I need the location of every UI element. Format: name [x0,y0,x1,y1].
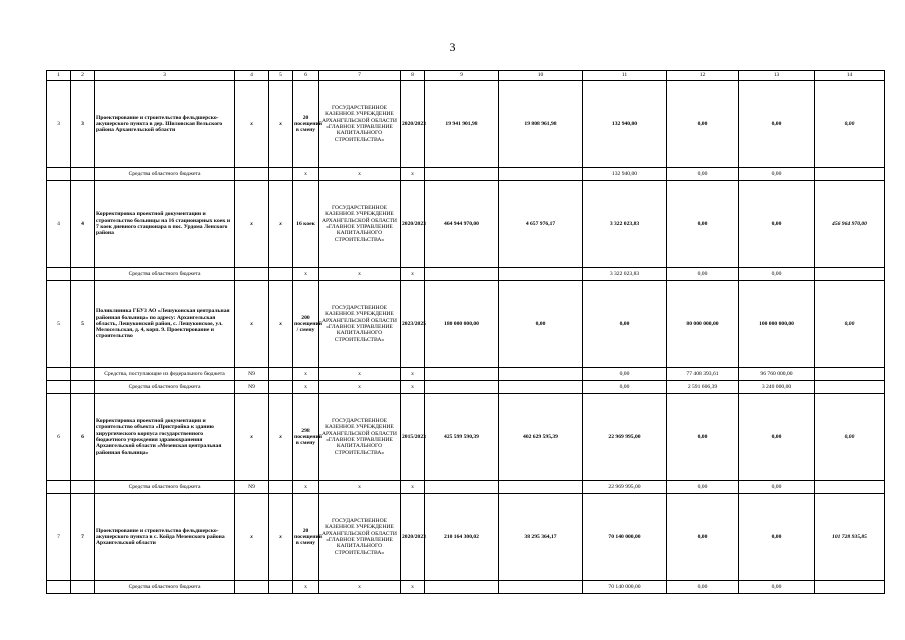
column-number: 5 [269,71,293,81]
total-cost: 19 941 901,98 [425,81,499,168]
code-cell: х [235,494,269,581]
table-row [47,181,885,268]
year-amount: 3 322 023,83 [583,181,667,268]
empty-cell [47,381,71,394]
empty-cell [71,168,95,181]
column-number: 7 [319,71,401,81]
year-amount: 80 000 000,00 [667,281,739,368]
empty-value [815,168,885,181]
empty-cell [269,368,293,381]
table-row [47,494,885,581]
remaining-amount: 0,00 [815,281,885,368]
table-row [47,281,885,368]
funding-source-row [47,268,885,281]
year-amount: 0,00 [583,281,667,368]
code-cell: х [269,281,293,368]
x-mark: х [319,368,401,381]
empty-value [425,268,499,281]
object-name: Проектирование и строительство фельдшерско-акушерского пункта в с. Койда Мезенского района Архангельской области [95,494,235,581]
budget-table [46,70,885,594]
empty-cell [499,481,583,494]
empty-value [425,168,499,181]
remaining-amount: 101 728 935,85 [815,494,885,581]
remaining-amount: 0,00 [815,81,885,168]
customer-name: ГОСУДАРСТВЕННОЕ КАЗЕННОЕ УЧРЕЖДЕНИЕ АРХАНГЕЛЬСКОЙ ОБЛАСТИ «ГЛАВНОЕ УПРАВЛЕНИЕ КАПИТАЛЬНОГО СТРОИТЕЛЬСТВА» [319,494,401,581]
period: 2020/2023 [401,181,425,268]
x-mark: х [401,168,425,181]
total-cost: 210 164 300,02 [425,494,499,581]
table-row [47,81,885,168]
year-amount: 0,00 [739,581,815,594]
year-amount: 96 760 000,00 [739,368,815,381]
customer-name: ГОСУДАРСТВЕННОЕ КАЗЕННОЕ УЧРЕЖДЕНИЕ АРХАНГЕЛЬСКОЙ ОБЛАСТИ «ГЛАВНОЕ УПРАВЛЕНИЕ КАПИТАЛЬНОГО СТРОИТЕЛЬСТВА» [319,394,401,481]
empty-cell [269,168,293,181]
x-mark: х [293,381,319,394]
object-name: Корректировка проектной документации и строительство больницы на 16 стационарных коек и 7 коек дневного стационара в пос. Урдома Ленского района [95,181,235,268]
empty-cell [499,368,583,381]
empty-cell [71,368,95,381]
x-mark: х [293,481,319,494]
spent-before: 19 808 961,98 [499,81,583,168]
code-cell: N9 [235,381,269,394]
year-amount: 0,00 [667,181,739,268]
row-number: 6 [71,394,95,481]
year-amount: 70 140 000,00 [583,494,667,581]
row-index: 4 [47,181,71,268]
year-amount: 0,00 [667,581,739,594]
empty-cell [499,268,583,281]
row-number: 7 [71,494,95,581]
empty-cell [47,268,71,281]
column-number: 6 [293,71,319,81]
capacity: 298 посещений в смену [293,394,319,481]
capacity: 16 коек [293,181,319,268]
code-cell: N9 [235,368,269,381]
empty-cell [269,381,293,394]
page-number: 3 [449,40,456,54]
spent-before: 402 629 595,39 [499,394,583,481]
period: 2023/2025 [401,281,425,368]
year-amount: 0,00 [667,168,739,181]
empty-value [815,368,885,381]
empty-cell [47,581,71,594]
year-amount: 0,00 [739,494,815,581]
code-cell: х [269,81,293,168]
row-index: 3 [47,81,71,168]
total-cost: 425 599 590,39 [425,394,499,481]
header-row [47,71,885,81]
spent-before: 0,00 [499,281,583,368]
empty-value [815,381,885,394]
x-mark: х [401,268,425,281]
year-amount: 3 322 023,83 [583,268,667,281]
empty-cell [499,381,583,394]
x-mark: х [293,368,319,381]
column-number: 12 [667,71,739,81]
x-mark: х [401,481,425,494]
empty-cell [499,168,583,181]
empty-value [815,268,885,281]
customer-name: ГОСУДАРСТВЕННОЕ КАЗЕННОЕ УЧРЕЖДЕНИЕ АРХАНГЕЛЬСКОЙ ОБЛАСТИ «ГЛАВНОЕ УПРАВЛЕНИЕ КАПИТАЛЬНОГО СТРОИТЕЛЬСТВА» [319,281,401,368]
funding-source-row [47,381,885,394]
empty-cell [499,581,583,594]
year-amount: 100 000 000,00 [739,281,815,368]
year-amount: 0,00 [667,394,739,481]
empty-value [815,481,885,494]
year-amount: 0,00 [739,394,815,481]
year-amount: 0,00 [667,494,739,581]
funding-source-row [47,368,885,381]
table-row [47,394,885,481]
code-cell: х [269,394,293,481]
row-number: 3 [71,81,95,168]
column-number: 1 [47,71,71,81]
empty-cell [269,268,293,281]
spent-before: 38 295 364,17 [499,494,583,581]
object-name: Проектирование и строительство фельдшерско-акушерского пункта в дер. Шиловская Вельского района Архангельской области [95,81,235,168]
capacity: 20 посещений в смену [293,494,319,581]
x-mark: х [319,581,401,594]
x-mark: х [401,381,425,394]
year-amount: 70 140 000,00 [583,581,667,594]
year-amount: 132 940,00 [583,81,667,168]
total-cost: 180 000 000,00 [425,281,499,368]
column-number: 11 [583,71,667,81]
empty-value [425,381,499,394]
row-index: 7 [47,494,71,581]
object-name: Корректировка проектной документации и строительство объекта «Пристройка к зданию хирургического корпуса государственного бюджетного учреждения здравоохранения Архангельской области «Мезенская центральная районная больница» [95,394,235,481]
funding-source: Средства областного бюджета [95,581,235,594]
code-cell [235,168,269,181]
total-cost: 464 944 970,00 [425,181,499,268]
x-mark: х [401,581,425,594]
funding-source: Средства областного бюджета [95,268,235,281]
year-amount: 0,00 [667,81,739,168]
empty-cell [71,268,95,281]
x-mark: х [293,168,319,181]
funding-source-row [47,168,885,181]
capacity: 200 посещений / смену [293,281,319,368]
remaining-amount: 456 964 970,00 [815,181,885,268]
row-number: 5 [71,281,95,368]
code-cell: х [269,494,293,581]
x-mark: х [319,168,401,181]
column-number: 10 [499,71,583,81]
empty-cell [47,168,71,181]
year-amount: 0,00 [667,481,739,494]
empty-value [425,481,499,494]
funding-source: Средства, поступающие из федерального бюджета [95,368,235,381]
row-index: 5 [47,281,71,368]
x-mark: х [319,268,401,281]
funding-source: Средства областного бюджета [95,168,235,181]
capacity: 20 посещений в смену [293,81,319,168]
x-mark: х [293,581,319,594]
empty-cell [71,481,95,494]
empty-cell [269,581,293,594]
code-cell: х [235,81,269,168]
code-cell [235,268,269,281]
code-cell: N9 [235,481,269,494]
customer-name: ГОСУДАРСТВЕННОЕ КАЗЕННОЕ УЧРЕЖДЕНИЕ АРХАНГЕЛЬСКОЙ ОБЛАСТИ «ГЛАВНОЕ УПРАВЛЕНИЕ КАПИТАЛЬНОГО СТРОИТЕЛЬСТВА» [319,81,401,168]
column-number: 8 [401,71,425,81]
year-amount: 0,00 [667,268,739,281]
year-amount: 0,00 [739,268,815,281]
x-mark: х [293,268,319,281]
object-name: Поликлиника ГБУЗ АО «Лешуконская центральная районная больница» по адресу: Архангельская область, Лешуконский район, с. Лешуконское, ул. Мелосельская, д. 4, корп. 9. Проектирование и строительство [95,281,235,368]
empty-cell [71,581,95,594]
column-number: 9 [425,71,499,81]
column-number: 13 [739,71,815,81]
year-amount: 22 969 995,00 [583,481,667,494]
empty-cell [47,481,71,494]
year-amount: 2 591 606,39 [667,381,739,394]
year-amount: 132 940,00 [583,168,667,181]
period: 2020/2023 [401,81,425,168]
column-number: 14 [815,71,885,81]
code-cell: х [235,281,269,368]
spent-before: 4 657 976,17 [499,181,583,268]
period: 2020/2023 [401,494,425,581]
period: 2015/2023 [401,394,425,481]
empty-value [815,581,885,594]
x-mark: х [319,381,401,394]
year-amount: 0,00 [583,381,667,394]
empty-cell [269,481,293,494]
column-number: 2 [71,71,95,81]
column-number: 3 [95,71,235,81]
remaining-amount: 0,00 [815,394,885,481]
year-amount: 0,00 [583,368,667,381]
x-mark: х [401,368,425,381]
year-amount: 0,00 [739,81,815,168]
row-number: 4 [71,181,95,268]
empty-value [425,368,499,381]
year-amount: 77 408 393,61 [667,368,739,381]
year-amount: 0,00 [739,181,815,268]
empty-cell [71,381,95,394]
column-number: 4 [235,71,269,81]
code-cell [235,581,269,594]
funding-source-row [47,481,885,494]
code-cell: х [235,181,269,268]
year-amount: 3 240 000,00 [739,381,815,394]
code-cell: х [269,181,293,268]
row-index: 6 [47,394,71,481]
year-amount: 0,00 [739,481,815,494]
funding-source: Средства областного бюджета [95,381,235,394]
year-amount: 0,00 [739,168,815,181]
funding-source: Средства областного бюджета [95,481,235,494]
empty-cell [47,368,71,381]
empty-value [425,581,499,594]
funding-source-row [47,581,885,594]
customer-name: ГОСУДАРСТВЕННОЕ КАЗЕННОЕ УЧРЕЖДЕНИЕ АРХАНГЕЛЬСКОЙ ОБЛАСТИ «ГЛАВНОЕ УПРАВЛЕНИЕ КАПИТАЛЬНОГО СТРОИТЕЛЬСТВА» [319,181,401,268]
x-mark: х [319,481,401,494]
year-amount: 22 969 995,00 [583,394,667,481]
code-cell: х [235,394,269,481]
